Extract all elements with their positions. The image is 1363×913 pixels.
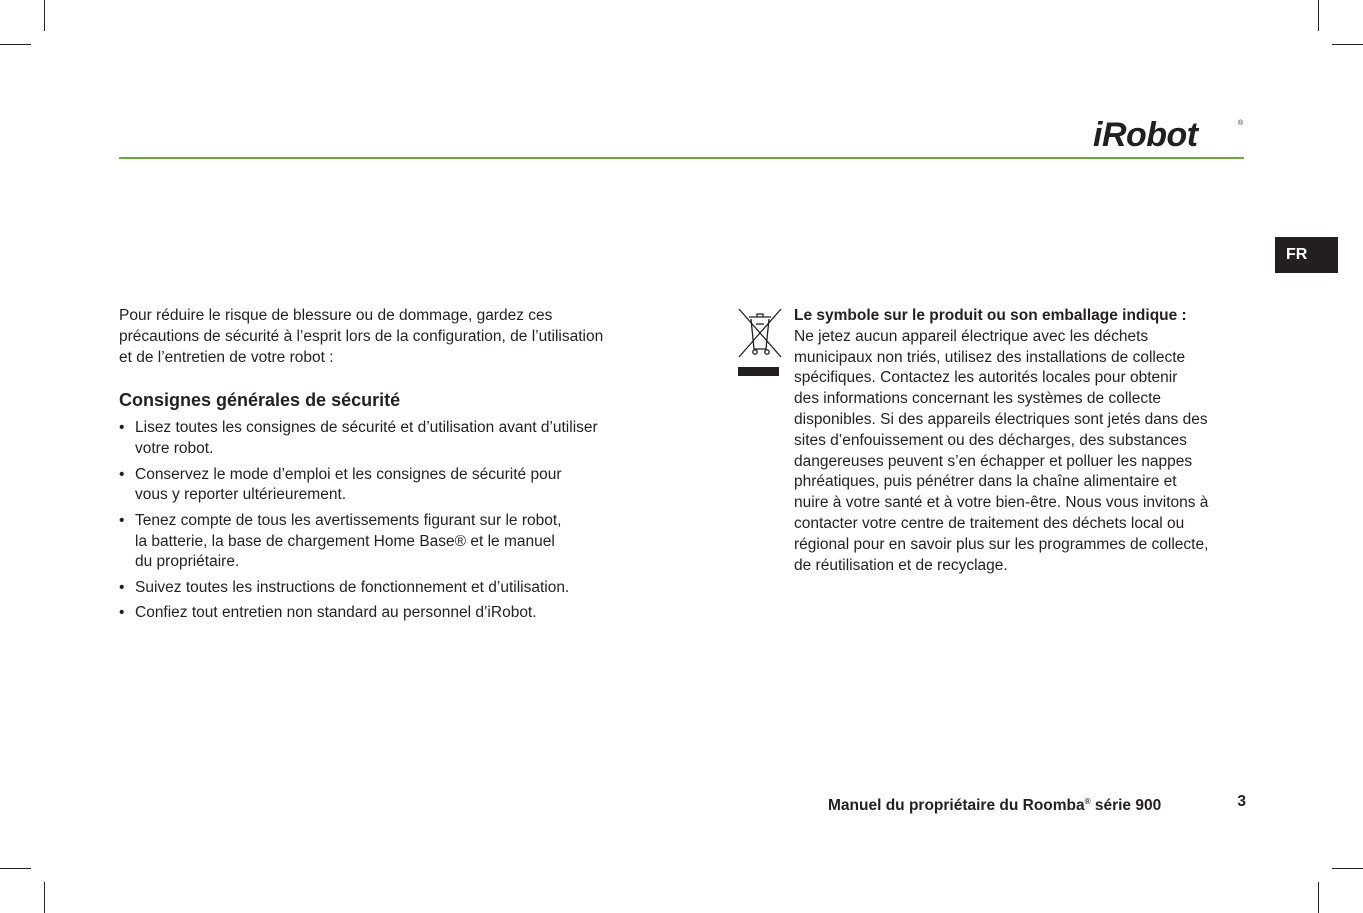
page-number: 3 <box>1237 793 1246 810</box>
list-item-text: Lisez toutes les consignes de sécurité et d’utilisation avant d’utiliser votre robot. <box>135 419 598 458</box>
language-tab <box>1275 237 1338 273</box>
disposal-information-column <box>794 306 1244 576</box>
crop-mark-top-right-v <box>1318 0 1319 31</box>
disposal-title: Le symbole sur le produit ou son emballage indique : <box>794 307 1187 324</box>
safety-bullet-list <box>119 418 659 624</box>
bullet-dot: • <box>119 511 125 529</box>
bullet-dot: • <box>119 604 125 622</box>
list-item <box>119 465 659 507</box>
disposal-body: Ne jetez aucun appareil électrique avec les déchets municipaux non triés, utilisez des installations de collecte spécifiques. Contactez les autorités locales pour obtenir des informations concernant les systèmes de collecte disponibles. Si des appareils électriques sont jetés dans des sites d’enfouissement ou des décharges, des substances dangereuses peuvent s’en échapper et polluer les nappes phréatiques, puis pénétrer dans la chaîne alimentaire et nuire à votre santé et à votre bien-être. Nous vous invitons à contacter votre centre de traitement des déchets local ou régional pour en savoir plus sur les programmes de collecte, de réutilisation et de recyclage. <box>794 327 1209 574</box>
crop-mark-top-left-h <box>0 44 31 45</box>
manual-title <box>828 791 1161 817</box>
bullet-dot: • <box>119 465 125 483</box>
crop-mark-bottom-left-v <box>44 882 45 913</box>
irobot-logo-text: iRobot <box>1093 116 1198 150</box>
crop-mark-bottom-left-h <box>0 868 31 869</box>
header-rule <box>119 157 1244 159</box>
list-item <box>119 511 659 573</box>
intro-paragraph: Pour réduire le risque de blessure ou de dommage, gardez ces précautions de sécurité à l’esprit lors de la configuration, de l’utilisation et de l’entretien de votre robot : <box>119 307 604 366</box>
manual-title-suffix: série 900 <box>1090 797 1162 814</box>
language-tab-label: FR <box>1286 246 1308 263</box>
list-item-text: Conservez le mode d’emploi et les consignes de sécurité pour vous y reporter ultérieurement. <box>135 465 562 504</box>
section-title: Consignes générales de sécurité <box>119 390 401 411</box>
crop-mark-bottom-right-h <box>1332 868 1363 869</box>
irobot-logo <box>1093 116 1245 150</box>
list-item <box>119 418 659 460</box>
list-item <box>119 578 659 599</box>
crop-mark-top-right-h <box>1332 44 1363 45</box>
safety-instructions-column <box>119 306 659 629</box>
manual-title-prefix: Manuel du propriétaire du Roomba <box>828 797 1085 814</box>
bullet-dot: • <box>119 419 125 437</box>
crop-mark-bottom-right-v <box>1318 882 1319 913</box>
list-item-text: Suivez toutes les instructions de fonctionnement et d’utilisation. <box>135 578 570 596</box>
list-item-text: Confiez tout entretien non standard au personnel d’iRobot. <box>135 604 537 622</box>
irobot-logo-registered-mark: ® <box>1238 120 1244 127</box>
crop-mark-top-left-v <box>44 0 45 31</box>
manual-title-registered-mark: ® <box>1084 797 1091 806</box>
list-item <box>119 603 659 624</box>
list-item-text: Tenez compte de tous les avertissements figurant sur le robot, la batterie, la base de chargement Home Base® et le manuel du propriétaire. <box>135 511 562 571</box>
weee-crossed-bin-icon <box>737 307 783 377</box>
bullet-dot: • <box>119 578 125 596</box>
